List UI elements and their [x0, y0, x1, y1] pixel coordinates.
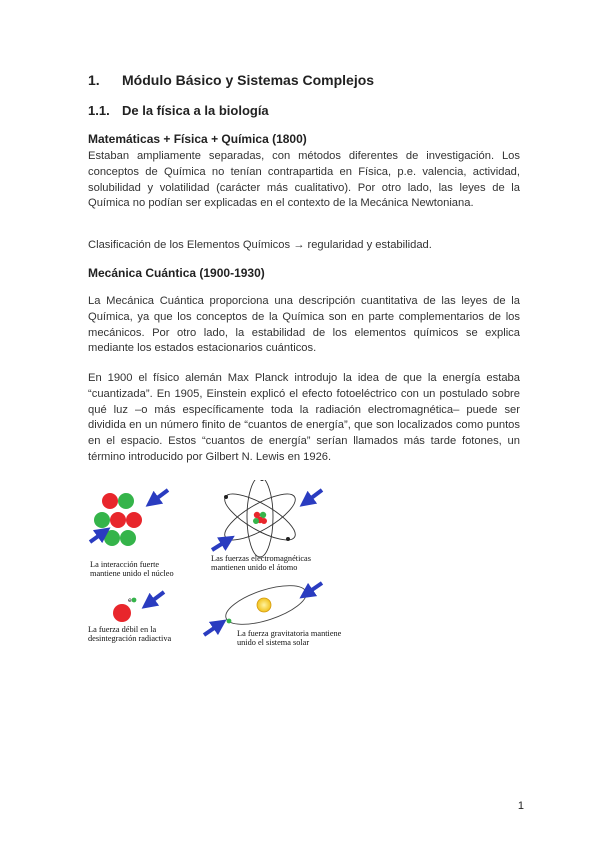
- neutron-icon: [118, 493, 134, 509]
- section-title-quantum: Mecánica Cuántica (1900-1930): [88, 266, 265, 280]
- electron-icon: [260, 480, 264, 481]
- subheading-physics-biology: [88, 103, 269, 118]
- decay-illustration: [113, 592, 164, 622]
- heading-title: Módulo Básico y Sistemas Complejos: [122, 72, 375, 88]
- heading-module: [88, 72, 374, 88]
- neutron-icon: [94, 512, 110, 528]
- planet-icon: [227, 619, 232, 624]
- section-title-math: Matemáticas + Física + Química (1800): [88, 132, 307, 146]
- electron-icon: [224, 495, 228, 499]
- particle-icon: [132, 598, 137, 603]
- solar-system-illustration: [204, 578, 322, 635]
- caption-grav-2: unido el sistema solar: [237, 638, 310, 647]
- page-number: 1: [517, 800, 524, 812]
- paragraph-math-2: Clasificación de los Elementos Químicos → regularidad y estabilidad.: [88, 239, 432, 251]
- subheading-number: 1.1.: [88, 103, 110, 118]
- sun-icon: [257, 598, 271, 612]
- arrow-icon: [306, 490, 322, 502]
- caption-weak-1: La fuerza débil en la: [88, 625, 157, 634]
- atom-illustration: [219, 480, 301, 557]
- neutron-icon: [104, 530, 120, 546]
- nucleus-illustration: [90, 490, 168, 546]
- heading-number: 1.: [88, 72, 100, 88]
- caption-strong-1: La interacción fuerte: [90, 560, 160, 569]
- proton-icon: [102, 493, 118, 509]
- arrow-icon: [306, 583, 322, 594]
- caption-em-1: Las fuerzas electromagnéticas: [211, 554, 311, 563]
- paragraph-quantum-1: La Mecánica Cuántica proporciona una descripción cuantitativa de las leyes de la Química, ya que los conceptos de la Química son en parte complementarios de los mecánicos. Por otro lado, la estabilidad de los elementos químicos se explica mediante los estados estacionarios cuánticos.: [88, 295, 520, 355]
- svg-text:e: e: [128, 597, 132, 604]
- paragraph-quantum-2: En 1900 el físico alemán Max Planck introdujo la idea de que la energía estaba “cuantizada”. En 1905, Einstein explicó el efecto fotoeléctrico con un postulado sobre qué luz –o más específicamente toda la radiación electromagnética– puede ser dividida en un número finito de “cuantos de energía”, que son localizados como puntos en el espacio. Estos “cuantos de energía” serían llamados más tarde fotones, un término introducido por Gilbert N. Lewis en 1926.: [88, 372, 520, 463]
- arrow-icon: [204, 624, 220, 635]
- subheading-title: De la física a la biología: [122, 103, 269, 118]
- decaying-nucleus-icon: [113, 604, 131, 622]
- neutron-icon: [120, 530, 136, 546]
- arrow-icon: [212, 540, 228, 550]
- proton-icon: [126, 512, 142, 528]
- paragraph-math-1: Estaban ampliamente separadas, con métodos diferentes de investigación. Los conceptos de Química no tenían contrapartida en Física, p.e. valencia, actividad, solubilidad y volatilidad (carácter más cualitativo). Por otro lado, las leyes de la Química no podían ser explicadas en el contexto de la Mecánica Newtoniana.: [88, 150, 520, 210]
- arrow-icon: [148, 592, 164, 604]
- fundamental-forces-figure: [88, 480, 388, 650]
- caption-strong-2: mantiene unido el núcleo: [90, 569, 174, 578]
- arrow-icon: [90, 532, 104, 542]
- electron-icon: [286, 537, 290, 541]
- caption-weak-2: desintegración radiactiva: [88, 634, 172, 643]
- proton-icon: [110, 512, 126, 528]
- caption-grav-1: La fuerza gravitatoria mantiene: [237, 629, 342, 638]
- arrow-icon: [152, 490, 168, 502]
- caption-em-2: mantienen unido el átomo: [211, 563, 298, 572]
